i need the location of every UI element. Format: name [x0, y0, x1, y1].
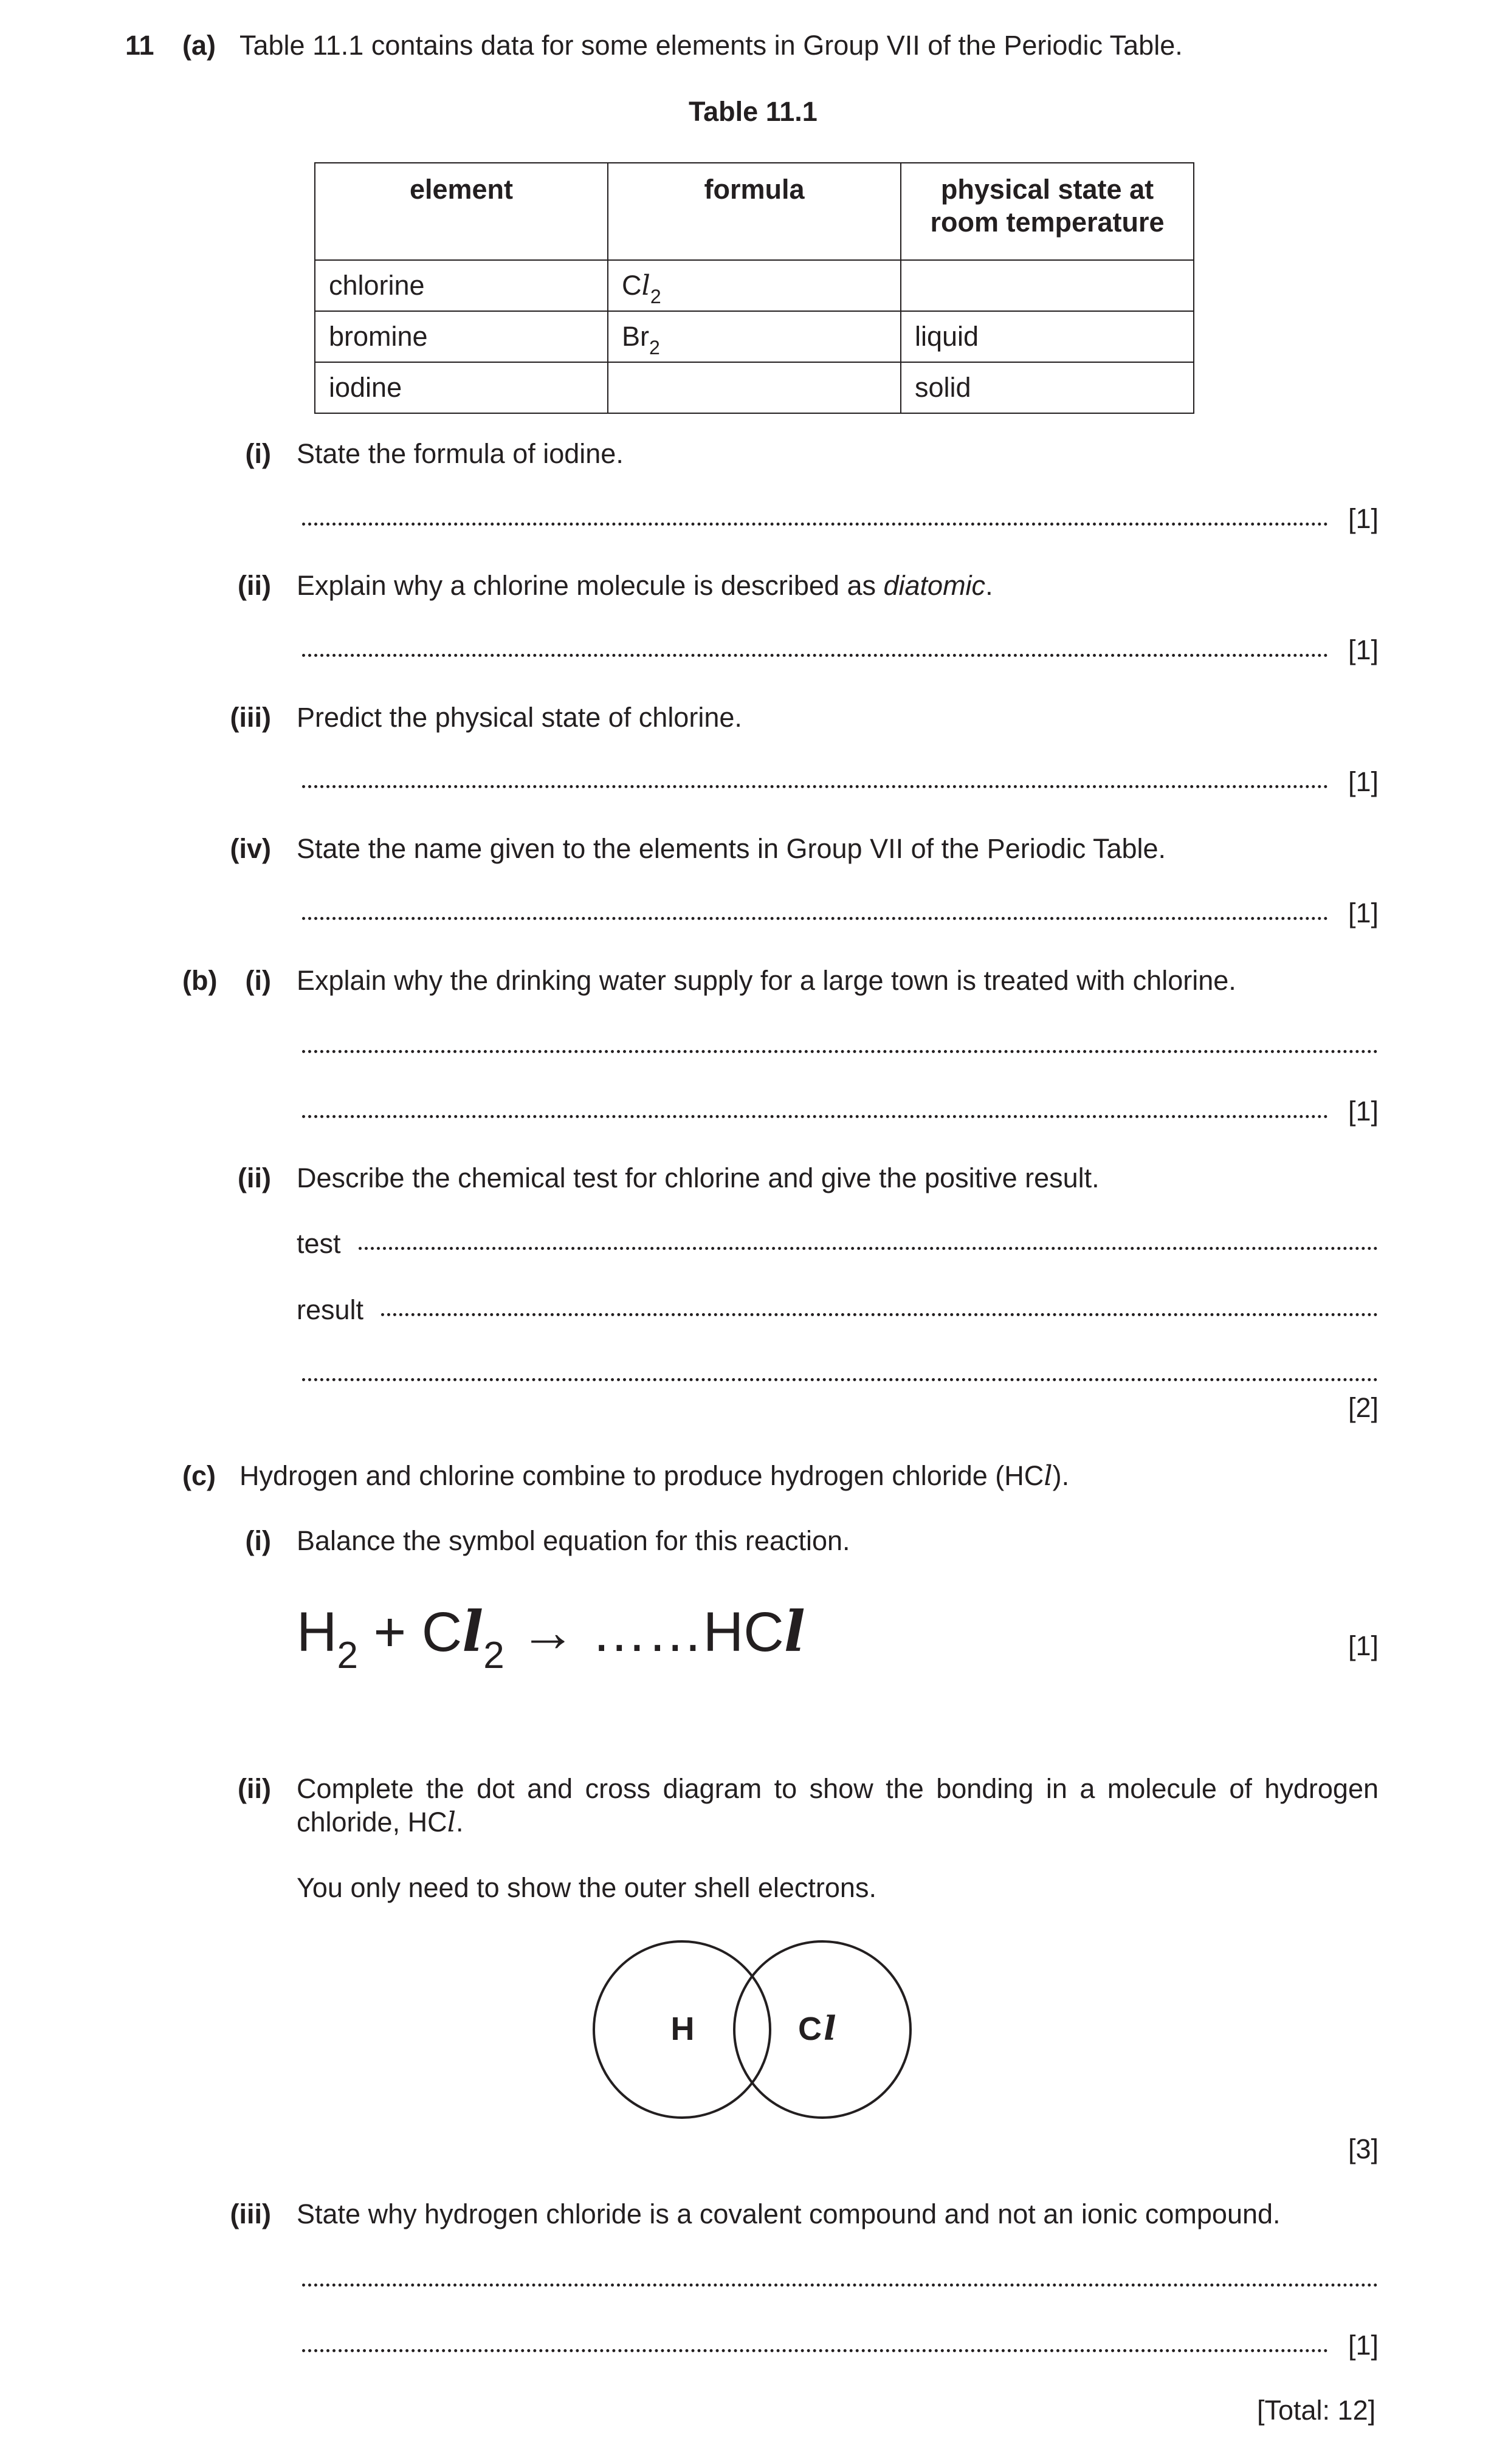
- cell-element: chlorine: [315, 260, 608, 311]
- c-ii-line2-after: .: [456, 1807, 464, 1838]
- c-ii-note: You only need to show the outer shell electrons.: [297, 1872, 876, 1903]
- elements-table: [314, 162, 1194, 414]
- c-ii-line1: Complete the dot and cross diagram to show the bonding in a molecule of hydrogen: [297, 1773, 1379, 1804]
- header-physical-state-line2: room temperature: [930, 207, 1165, 238]
- cell-formula: [608, 260, 901, 311]
- b-i-text: Explain why the drinking water supply for a large town is treated with chlorine.: [297, 965, 1236, 996]
- c-ii-line2-before: chloride, HC: [297, 1807, 447, 1838]
- answer-line-b-i-2[interactable]: [302, 1115, 1328, 1118]
- a-iv-label: (iv): [230, 833, 271, 864]
- answer-line-result-2[interactable]: [302, 1378, 1378, 1381]
- table-row: [315, 260, 1194, 311]
- result-label: result: [297, 1294, 364, 1325]
- b-ii-text: Describe the chemical test for chlorine and give the positive result.: [297, 1162, 1100, 1193]
- a-iv-text: State the name given to the elements in Group VII of the Periodic Table.: [297, 833, 1166, 864]
- answer-line-result[interactable]: [381, 1313, 1378, 1316]
- mark-c-i: [1]: [1348, 1630, 1379, 1661]
- part-a-intro: Table 11.1 contains data for some elements in Group VII of the Periodic Table.: [239, 30, 1183, 61]
- symbol-equation: [297, 1598, 805, 1676]
- answer-line-a-i[interactable]: [302, 523, 1328, 526]
- a-iii-text: Predict the physical state of chlorine.: [297, 702, 742, 733]
- part-b-label: (b): [182, 965, 218, 996]
- c-iii-text: State why hydrogen chloride is a covalent compound and not an ionic compound.: [297, 2198, 1281, 2229]
- chlorine-shell: [734, 1941, 911, 2118]
- answer-line-a-ii[interactable]: [302, 654, 1328, 657]
- a-i-text: State the formula of iodine.: [297, 438, 624, 469]
- answer-line-b-i-1[interactable]: [302, 1050, 1378, 1053]
- a-ii-text-before: Explain why a chlorine molecule is described as: [297, 570, 884, 601]
- c-i-text: Balance the symbol equation for this reaction.: [297, 1525, 850, 1556]
- cell-element: bromine: [315, 311, 608, 362]
- mark-c-ii: [3]: [1348, 2133, 1379, 2164]
- c-ii-line2-ell: l: [447, 1806, 456, 1838]
- eq-blank[interactable]: ……: [591, 1601, 703, 1663]
- eq-arrow: →: [504, 1601, 591, 1663]
- chlorine-symbol-ell: l: [824, 2009, 836, 2048]
- mark-c-iii: [1]: [1348, 2330, 1379, 2361]
- c-iii-label: (iii): [230, 2198, 271, 2229]
- header-physical-state-line1: physical state at: [940, 174, 1154, 205]
- a-i-label: (i): [245, 438, 271, 469]
- table-row: [315, 362, 1194, 413]
- eq-h-sub: 2: [337, 1635, 358, 1676]
- mark-b-ii: [2]: [1348, 1392, 1379, 1423]
- formula-symbol: Br: [622, 321, 649, 352]
- a-ii-text: [297, 569, 993, 602]
- eq-plus-c: + C: [357, 1601, 463, 1663]
- a-ii-text-italic: diatomic: [883, 570, 986, 601]
- cell-element: iodine: [315, 362, 608, 413]
- a-ii-text-after: .: [985, 570, 993, 601]
- c-intro-ell: l: [1044, 1460, 1053, 1492]
- answer-line-a-iv[interactable]: [302, 917, 1328, 920]
- mark-a-i: [1]: [1348, 503, 1379, 534]
- answer-line-c-iii-2[interactable]: [302, 2349, 1328, 2352]
- cell-formula: [608, 311, 901, 362]
- mark-a-ii: [1]: [1348, 634, 1379, 665]
- mark-b-i: [1]: [1348, 1096, 1379, 1127]
- table-header-row: [315, 163, 1194, 260]
- c-ii-label: (ii): [238, 1773, 271, 1804]
- formula-subscript: 2: [650, 286, 661, 307]
- answer-line-test[interactable]: [359, 1247, 1378, 1250]
- cell-state: solid: [901, 362, 1194, 413]
- test-label: test: [297, 1228, 341, 1259]
- answer-line-a-iii[interactable]: [302, 785, 1328, 788]
- question-number: 11: [125, 30, 154, 61]
- mark-a-iv: [1]: [1348, 897, 1379, 928]
- c-intro-before: Hydrogen and chlorine combine to produce hydrogen chloride (HC: [239, 1460, 1044, 1491]
- formula-subscript: 2: [649, 337, 660, 359]
- formula-ell: l: [641, 269, 650, 301]
- table-caption: Table 11.1: [689, 96, 818, 127]
- header-formula: formula: [608, 163, 901, 260]
- answer-line-c-iii-1[interactable]: [302, 2284, 1378, 2287]
- formula-symbol: C: [622, 270, 642, 301]
- part-a-label: (a): [182, 30, 216, 61]
- c-i-label: (i): [245, 1525, 271, 1556]
- total-marks: [Total: 12]: [1257, 2395, 1376, 2426]
- eq-cl-ell: l: [462, 1599, 484, 1664]
- eq-product: HC: [703, 1601, 784, 1663]
- mark-a-iii: [1]: [1348, 766, 1379, 797]
- cell-state: liquid: [901, 311, 1194, 362]
- header-element: element: [315, 163, 608, 260]
- cell-formula[interactable]: [608, 362, 901, 413]
- part-c-intro: [239, 1460, 1069, 1492]
- dot-cross-diagram[interactable]: [584, 1932, 924, 2127]
- b-ii-label: (ii): [238, 1162, 271, 1193]
- a-ii-label: (ii): [238, 570, 271, 601]
- c-ii-line2: [297, 1806, 464, 1839]
- part-c-label: (c): [182, 1460, 216, 1491]
- a-iii-label: (iii): [230, 702, 271, 733]
- eq-cl-sub: 2: [483, 1635, 504, 1676]
- header-physical-state: [901, 163, 1194, 260]
- eq-product-ell: l: [783, 1599, 805, 1664]
- b-i-label: (i): [245, 965, 271, 996]
- c-intro-after: ).: [1052, 1460, 1070, 1491]
- eq-h: H: [297, 1601, 337, 1663]
- hydrogen-symbol: H: [670, 2011, 695, 2047]
- table-row: [315, 311, 1194, 362]
- chlorine-symbol-c: C: [798, 2011, 822, 2047]
- cell-state[interactable]: [901, 260, 1194, 311]
